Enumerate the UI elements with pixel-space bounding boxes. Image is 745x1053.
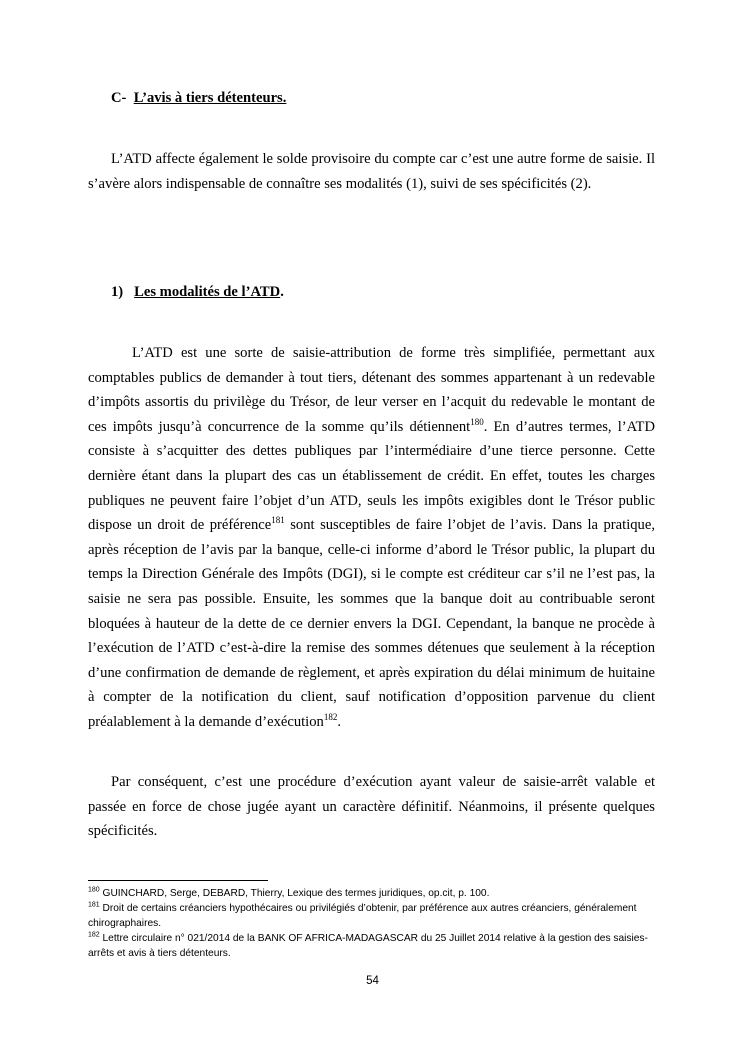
subsection-1-period: . (280, 284, 284, 300)
section-c-title: L’avis à tiers détenteurs. (133, 90, 287, 106)
footnote-ref-182[interactable]: 182 (323, 712, 338, 723)
footnote-180-text: GUINCHARD, Serge, DEBARD, Thierry, Lexique des termes juridiques, op.cit, p. 100. (99, 888, 490, 899)
footnotes (88, 886, 660, 961)
section-c-heading (111, 88, 286, 108)
body-paragraph-block (88, 341, 655, 735)
footnote-181-text: Droit de certains créanciers hypothécaires ou privilégiés d’obtenir, par préférence aux autres créanciers, généralement chirographaires. (88, 903, 637, 929)
body-text-4: . (337, 713, 341, 730)
body-text-1: L’ATD est une sorte de saisie-attribution de forme très simplifiée, permettant aux comptables publics de demander à tout tiers, détenant des sommes appartenant à un redevable d’impôts assortis du privilège du Trésor, de leur verser en l’acquit du redevable le montant de ces impôts jusqu’à concurrence de la somme qu’ils détiennent (88, 345, 655, 435)
section-c-label: C- (111, 90, 127, 106)
footnote-182-text: Lettre circulaire n° 021/2014 de la BANK OF AFRICA-MADAGASCAR du 25 Juillet 2014 relative à la gestion des saisies-arrêts et avis à tiers détenteurs. (88, 933, 648, 959)
footnote-181 (88, 901, 660, 931)
footnote-separator (88, 880, 268, 881)
body-text-2: . En d’autres termes, l’ATD consiste à s’acquitter des dettes publiques par l’intermédiaire d’une tierce personne. Cette dernière étant dans la plupart des cas un établissement de crédit. En effet, toutes les charges publiques ne peuvent faire l’objet d’un ATD, seuls les impôts exigibles dont le Trésor public dispose un droit de préférence (88, 418, 655, 534)
footnote-ref-180[interactable]: 180 (470, 416, 484, 427)
page-number: 54 (366, 975, 379, 987)
conclusion-paragraph-block (88, 770, 655, 844)
footnote-ref-181[interactable]: 181 (271, 515, 285, 526)
footnote-180 (88, 886, 660, 901)
intro-paragraph: L’ATD affecte également le solde provisoire du compte car c’est une autre forme de saisie. Il s’avère alors indispensable de connaître ses modalités (1), suivi de ses spécificités (2). (88, 151, 655, 192)
footnote-182 (88, 931, 660, 961)
intro-paragraph-block (88, 147, 655, 196)
subsection-1-title: Les modalités de l’ATD (134, 284, 281, 300)
body-text-3: sont susceptibles de faire l’objet de l’avis. Dans la pratique, après réception de l’avis par la banque, celle-ci informe d’abord le Trésor public, la plupart du temps la Direction Générale des Impôts (DGI), si le compte est créditeur car s’il ne l’est pas, la saisie ne sera pas possible. Ensuite, les sommes que la banque doit au contribuable seront bloquées à hauteur de la dette de ce dernier envers la DGI. Cependant, la banque ne procède à l’exécution de l’ATD c’est-à-dire la remise des sommes détenues que seulement à la réception d’une confirmation de demande de règlement, et après expiration du délai minimum de huitaine à compter de la notification du client, sauf notification d’opposition parvenue du client préalablement à la demande d’exécution (88, 517, 655, 730)
footnote-182-number: 182 (88, 931, 100, 939)
footnote-180-number: 180 (88, 886, 100, 894)
subsection-1-heading (111, 282, 284, 302)
body-paragraph (88, 341, 655, 735)
subsection-1-label: 1) (111, 284, 124, 300)
conclusion-paragraph: Par conséquent, c’est une procédure d’exécution ayant valeur de saisie-arrêt valable et passée en force de chose jugée ayant un caractère définitif. Néanmoins, il présente quelques spécificités. (88, 774, 655, 840)
footnote-181-number: 181 (88, 901, 100, 909)
